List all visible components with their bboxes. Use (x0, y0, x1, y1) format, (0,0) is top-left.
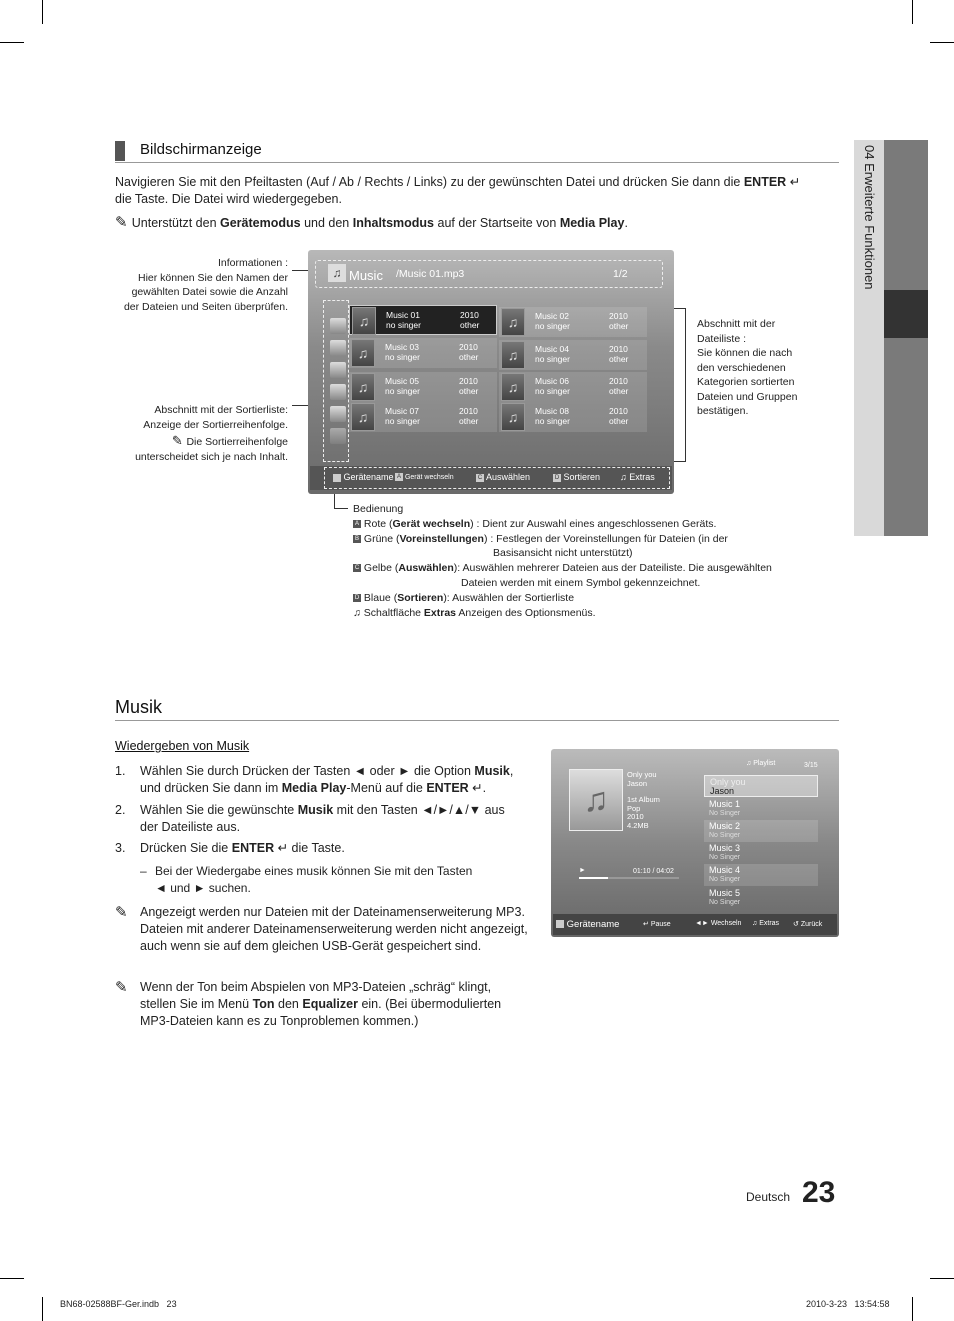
tools-icon: ♫ (752, 920, 758, 927)
crop-mark (0, 42, 24, 43)
note-icon: ♫ (351, 403, 375, 431)
crop-mark (42, 1297, 43, 1321)
folder-icon[interactable] (330, 318, 346, 334)
pause-button[interactable]: ↵ Pause (643, 921, 671, 928)
note-icon: ♫ (351, 339, 375, 367)
note-1: ✎ Angezeigt werden nur Dateien mit der Dateinamenserweiterung MP3. Dateien mit anderer Dateinamenserweiterung werden nicht angezeigt, auch wenn sie auf dem gleichen USB-Gerät gespeichert sind. (115, 904, 528, 953)
switch-button[interactable]: ◄► Wechseln (695, 920, 742, 927)
category-label: Music (349, 268, 383, 283)
playlist-count: 3/15 (804, 762, 818, 769)
page-number: 23 (802, 1176, 836, 1209)
note-icon: ♫ (352, 307, 376, 335)
page-count: 1/2 (613, 268, 628, 280)
device-icon (556, 920, 564, 928)
crop-mark (0, 1278, 24, 1279)
note-icon: ✎ (171, 433, 187, 448)
note-icon: ♫ (501, 373, 525, 401)
note-icon: ♫ (501, 308, 525, 336)
device-icon (333, 474, 341, 482)
note-icon: ♫ (501, 341, 525, 369)
print-file-info: BN68-02588BF-Ger.indb 23 (60, 1299, 177, 1309)
bracket (674, 308, 686, 462)
divider (115, 720, 839, 721)
file-item[interactable]: ♫ Music 02 no singer 2010 other (499, 307, 647, 337)
note-icon: ♫ (351, 373, 375, 401)
file-item[interactable]: ♫ Music 01 no singer 2010 other (349, 305, 497, 335)
tools-icon: ♫ (620, 472, 627, 482)
note-icon: ✎ (115, 214, 132, 231)
file-item[interactable]: ♫ Music 05 no singer 2010 other (349, 372, 497, 402)
progress-bar[interactable] (579, 877, 679, 879)
note-line: ✎ Unterstützt den Gerätemodus und den Inhaltsmodus auf der Startseite von Media Play. (115, 214, 628, 231)
blue-key-icon: D (354, 595, 360, 601)
section-title: Bildschirmanzeige (140, 141, 262, 158)
file-item[interactable]: ♫ Music 06 no singer 2010 other (499, 372, 647, 402)
enter-icon: ↵ (468, 781, 483, 795)
mood-sort-icon[interactable] (330, 406, 346, 422)
time-display: 01:10 / 04:02 (633, 868, 674, 875)
step-3: 3. Drücken Sie die ENTER ↵ die Taste. (115, 841, 345, 855)
artist-sort-icon[interactable] (330, 362, 346, 378)
red-key-icon: A (354, 521, 359, 528)
note-icon: ♫ (501, 403, 525, 431)
file-path: /Music 01.mp3 (396, 268, 465, 280)
step-1: 1. Wählen Sie durch Drücken der Tasten ◄ oder ► die Option Musik, und drücken Sie dann im Media Play-Menü auf die ENTER ↵. (115, 764, 514, 795)
playlist-item[interactable]: Music 2 No Singer (704, 820, 818, 842)
note-icon: ✎ (115, 979, 128, 996)
file-item[interactable]: ♫ Music 04 no singer 2010 other (499, 340, 647, 370)
side-tab-label: 04 Erweiterte Funktionen (862, 145, 877, 290)
file-item[interactable]: ♫ Music 03 no singer 2010 other (349, 338, 497, 368)
file-item[interactable]: ♫ Music 08 no singer 2010 other (499, 402, 647, 432)
callout-sort: Abschnitt mit der Sortierliste: Anzeige der Sortierreihenfolge. ✎ Die Sortierreihenfolge unterscheidet sich je nach Inhalt. (135, 404, 288, 463)
crop-mark (930, 42, 954, 43)
enter-icon: ↵ (274, 841, 289, 855)
crop-mark (912, 1297, 913, 1321)
title-sort-icon[interactable] (330, 340, 346, 356)
album-art: ♫ (569, 769, 623, 831)
file-list (347, 305, 653, 435)
device-button[interactable]: Gerätename (556, 919, 619, 930)
more-sort-icon[interactable] (330, 428, 346, 444)
substep: – Bei der Wiedergabe eines musik können Sie mit den Tasten ◄ und ► suchen. (140, 864, 473, 895)
track-info: Only you Jason 1st Album Pop 2010 4.2MB (627, 770, 660, 830)
enter-icon: ↵ (643, 921, 649, 928)
print-date: 2010-3-23 13:54:58 (806, 1299, 890, 1309)
heading-marker (115, 141, 125, 161)
leader-line (334, 508, 348, 509)
arrows-icon: ◄► (695, 920, 709, 927)
extras-button[interactable]: ♫ Extras (620, 472, 655, 482)
select-button[interactable]: C Auswählen (477, 472, 531, 482)
footer-language: Deutsch (746, 1190, 791, 1204)
progress-fill (579, 877, 608, 879)
playlist-item[interactable]: Music 4 No Singer (704, 864, 818, 886)
side-tab-active (884, 290, 928, 338)
play-icon[interactable]: ► (579, 867, 586, 874)
genre-sort-icon[interactable] (330, 384, 346, 400)
playlist-icon: ♫ Playlist (746, 760, 776, 767)
subtitle: Wiedergeben von Musik (115, 739, 250, 753)
switch-device-button[interactable]: A Gerät wechseln (396, 473, 454, 481)
sort-button[interactable]: D Sortieren (554, 472, 601, 482)
playlist-item[interactable]: Music 5 No Singer (709, 888, 741, 906)
playlist-item[interactable]: Only you Jason (704, 775, 818, 797)
green-key-icon: B (354, 535, 359, 542)
note-icon: ✎ (115, 904, 128, 921)
device-button[interactable]: Gerätename (333, 472, 394, 482)
back-button[interactable]: ↺ Zurück (793, 921, 823, 928)
extras-button[interactable]: ♫ Extras (752, 920, 780, 927)
section-title: Musik (115, 697, 163, 717)
callout-info: Informationen : Hier können Sie den Namen der gewählten Datei sowie die Anzahl der Dateien und Seiten überprüfen. (123, 257, 288, 313)
return-icon: ↺ (793, 921, 799, 928)
music-icon: ♫ (328, 264, 346, 282)
crop-mark (42, 0, 43, 24)
playlist-item[interactable]: Music 3 No Singer (709, 843, 741, 861)
playlist-item[interactable]: Music 1 No Singer (709, 799, 741, 817)
side-tab-dark (884, 140, 928, 536)
leader-line (334, 494, 335, 508)
controls-legend: Bedienung A Rote (Gerät wechseln) : Dient zur Auswahl eines angeschlossenen Geräts. B Grüne (Voreinstellungen) : Festlegen der Voreinstellungen für Dateien (in der Basisansicht nicht unterstützt) C Gelbe (Auswählen): Auswählen mehrerer Dateien aus der Dateiliste. Die ausgewählten Dateien werden mit einem Symbol gekennzeichnet. D Blaue (Sortieren): Auswählen der Sortierliste ♫ Schaltfläche Extras Anzeigen des Optionsmenüs. (353, 503, 772, 619)
callout-list: Abschnitt mit der Dateiliste : Sie können die nach den verschiedenen Kategorien sortierten Dateien und Gruppen bestätigen. (697, 318, 798, 417)
file-item[interactable]: ♫ Music 07 no singer 2010 other (349, 402, 497, 432)
intro-text: Navigieren Sie mit den Pfeiltasten (Auf / Ab / Rechts / Links) zu der gewünschten Datei und drücken Sie dann die ENTER ↵ die Taste. Die Datei wird wiedergegeben. (115, 175, 801, 206)
step-2: 2. Wählen Sie die gewünschte Musik mit den Tasten ◄/►/▲/▼ aus der Dateiliste aus. (115, 803, 505, 834)
yellow-key-icon: C (354, 565, 360, 572)
crop-mark (912, 0, 913, 24)
enter-icon: ↵ (786, 175, 801, 189)
note-2: ✎ Wenn der Ton beim Abspielen von MP3-Dateien „schräg“ klingt, stellen Sie im Menü Ton den Equalizer ein. (Bei übermodulierten MP3-Dateien kann es zu Tonproblemen kommen.) (115, 979, 502, 1028)
tools-icon: ♫ (353, 606, 361, 619)
divider (115, 162, 839, 163)
crop-mark (930, 1278, 954, 1279)
